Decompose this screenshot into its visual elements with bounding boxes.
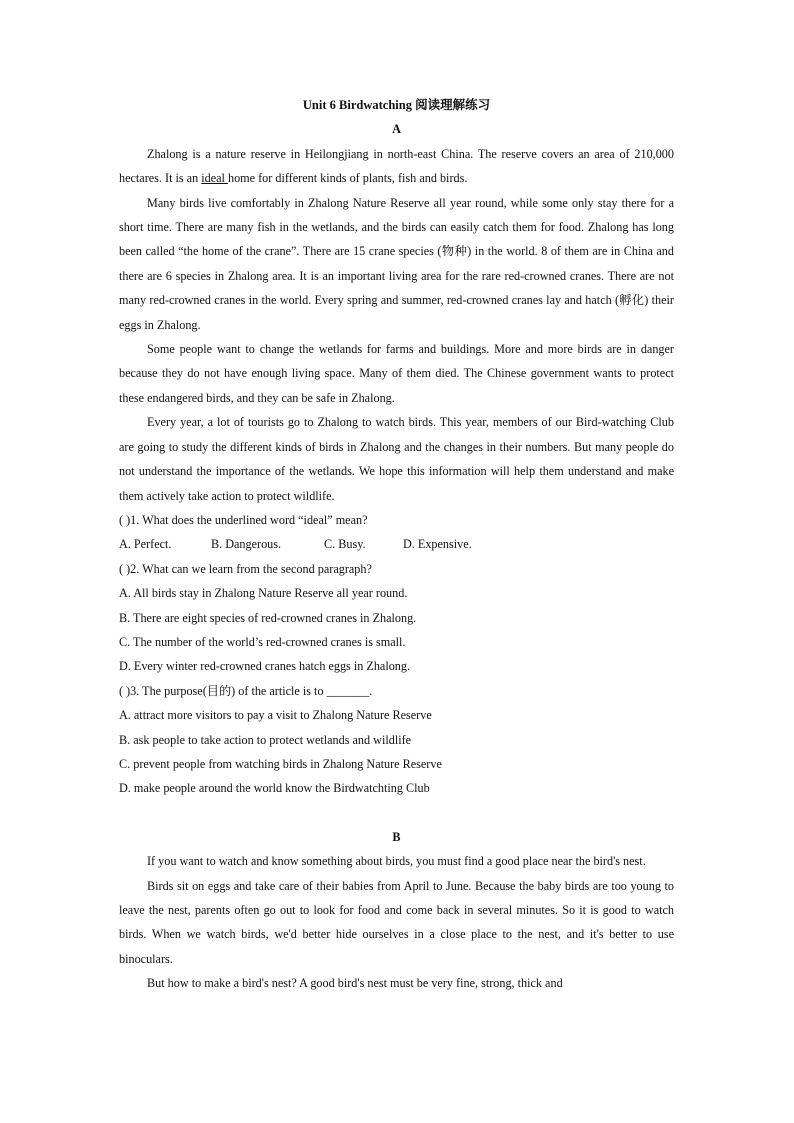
question-1-option-a: A. Perfect. [119,537,172,552]
question-2-stem: ( )2. What can we learn from the second paragraph? [119,561,372,576]
question-1-option-d: D. Expensive. [403,537,472,552]
question-2-option-d: D. Every winter red-crowned cranes hatch eggs in Zhalong. [119,659,411,674]
question-3-option-a: A. attract more visitors to pay a visit to Zhalong Nature Reserve [119,708,432,723]
question-2-option-c: C. The number of the world’s red-crowned cranes is small. [119,634,406,649]
question-1-option-b: B. Dangerous. [211,537,282,552]
section-b-label: B [392,829,401,844]
paragraph-text: Zhalong is a nature reserve in Heilongjiang in north-east China. The reserve covers an area of 210,000 hectares. It is an [119,146,674,186]
section-a-paragraph-1 [119,142,674,191]
question-1-option-c: C. Busy. [324,537,366,552]
section-a-paragraph-2: Many birds live comfortably in Zhalong Nature Reserve all year round, while some only stay there for a short time. There are many fish in the wetlands, and the birds can easily catch them for food. Zhalong has long been called “the home of the crane”. There are 15 crane species (物种) in the world. 8 of them are in China and there are 6 species in Zhalong area. It is an important living area for the rare red-crowned cranes. There are not many red-crowned cranes in the world. Every spring and summer, red-crowned cranes lay and hatch (孵化) their eggs in Zhalong. [119,195,674,332]
question-2-option-b: B. There are eight species of red-crowned cranes in Zhalong. [119,610,417,625]
section-b-paragraph-3: But how to make a bird's nest? A good bird's nest must be very fine, strong, thick and [147,976,563,991]
section-a-paragraph-4: Every year, a lot of tourists go to Zhalong to watch birds. This year, members of our Bird-watching Club are going to study the different kinds of birds in Zhalong and the changes in their numbers. But many people do not understand the importance of the wetlands. We hope this information will help them understand and make them actively take action to protect wildlife. [119,415,674,503]
question-2-option-a: A. All birds stay in Zhalong Nature Reserve all year round. [119,586,408,601]
section-a-label: A [392,122,401,137]
document-title: Unit 6 Birdwatching 阅读理解练习 [302,98,491,112]
paragraph-text: home for different kinds of plants, fish and birds. [227,171,468,186]
question-3-option-b: B. ask people to take action to protect wetlands and wildlife [119,732,412,747]
section-b-paragraph-2: Birds sit on eggs and take care of their babies from April to June. Because the baby birds are too young to leave the nest, parents often go out to look for food and come back in several minutes. So it is good to watch birds. When we watch birds, we'd better hide ourselves in a close place to the nest, and it's better to use binoculars. [119,878,674,966]
question-3-option-c: C. prevent people from watching birds in Zhalong Nature Reserve [119,756,442,771]
underlined-word-ideal: ideal [201,171,228,186]
section-a-paragraph-3: Some people want to change the wetlands for farms and buildings. More and more birds are in danger because they do not have enough living space. Many of them died. The Chinese government wants to protect these endangered birds, and they can be safe in Zhalong. [119,342,674,405]
section-b-paragraph-1: If you want to watch and know something about birds, you must find a good place near the bird's nest. [147,854,646,869]
document-page [119,93,674,996]
question-1-stem: ( )1. What does the underlined word “ideal” mean? [119,512,368,527]
question-3-option-d: D. make people around the world know the Birdwatchting Club [119,781,430,796]
question-3-stem: ( )3. The purpose(目的) of the article is to _______. [119,683,373,698]
question-1-options [119,532,674,556]
